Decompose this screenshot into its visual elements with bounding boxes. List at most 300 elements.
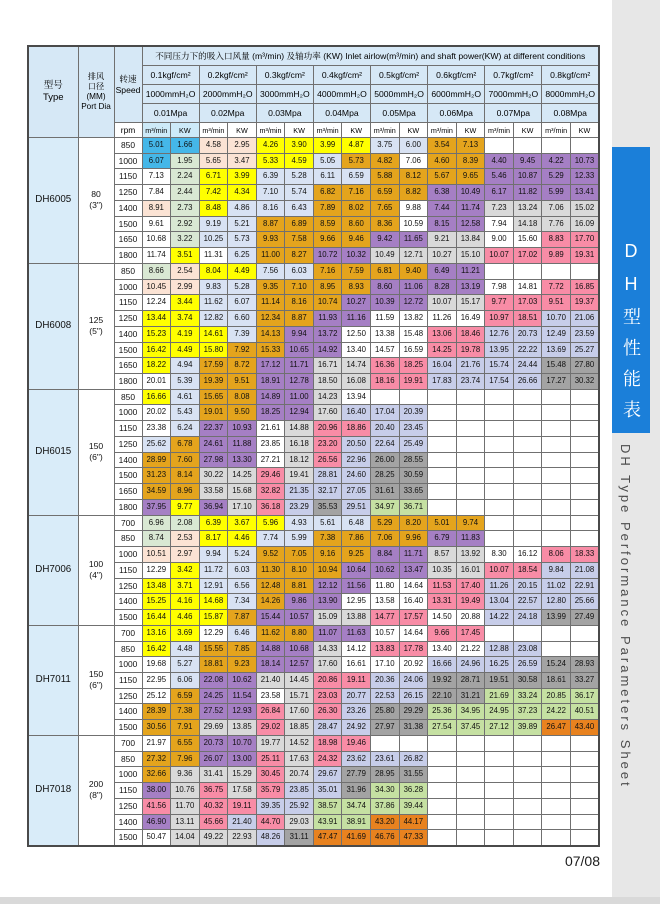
value-cell: 8.82 (399, 185, 428, 201)
rpm-value: 850 (114, 641, 142, 657)
rpm-value: 1500 (114, 216, 142, 232)
value-cell: 17.60 (313, 657, 342, 673)
performance-table (27, 45, 600, 847)
value-cell: 5.28 (285, 169, 314, 185)
table-row (28, 358, 599, 374)
value-cell: 31.41 (199, 767, 228, 783)
value-cell (542, 751, 571, 767)
value-cell: 11.93 (313, 311, 342, 327)
value-cell: 21.40 (256, 672, 285, 688)
value-cell (542, 436, 571, 452)
value-cell (570, 389, 599, 405)
value-cell: 10.07 (485, 562, 514, 578)
value-cell: 7.16 (313, 263, 342, 279)
value-cell: 4.46 (171, 610, 200, 626)
rpm-value: 1500 (114, 720, 142, 736)
value-cell (485, 405, 514, 421)
value-cell: 4.87 (342, 138, 371, 154)
value-cell (513, 625, 542, 641)
value-cell (542, 830, 571, 846)
value-cell (371, 389, 400, 405)
value-cell: 6.03 (228, 562, 257, 578)
value-cell: 6.46 (228, 625, 257, 641)
table-row (28, 767, 599, 783)
value-cell: 13.58 (371, 594, 400, 610)
value-cell: 34.59 (142, 484, 171, 500)
value-cell: 7.94 (485, 216, 514, 232)
value-cell: 20.73 (513, 326, 542, 342)
value-cell (485, 484, 514, 500)
value-cell: 9.46 (342, 232, 371, 248)
value-cell: 19.37 (570, 295, 599, 311)
table-row (28, 814, 599, 830)
value-cell: 2.24 (171, 169, 200, 185)
value-cell: 20.15 (513, 578, 542, 594)
value-cell: 20.96 (313, 421, 342, 437)
value-cell (570, 452, 599, 468)
value-cell: 31.23 (142, 468, 171, 484)
header-mpa: 0.02Mpa (199, 104, 256, 123)
value-cell: 38.00 (142, 783, 171, 799)
value-cell (570, 468, 599, 484)
value-cell: 10.49 (456, 185, 485, 201)
rpm-value: 1400 (114, 594, 142, 610)
rpm-value: 1800 (114, 374, 142, 390)
value-cell: 12.88 (485, 641, 514, 657)
value-cell: 10.94 (313, 562, 342, 578)
value-cell (485, 830, 514, 846)
value-cell (570, 735, 599, 751)
value-cell: 9.45 (513, 153, 542, 169)
value-cell: 8.14 (171, 468, 200, 484)
value-cell (456, 814, 485, 830)
value-cell: 6.24 (171, 421, 200, 437)
value-cell: 8.48 (199, 200, 228, 216)
value-cell: 17.10 (371, 657, 400, 673)
value-cell (513, 767, 542, 783)
value-cell (456, 735, 485, 751)
value-cell: 12.82 (199, 311, 228, 327)
table-row (28, 499, 599, 515)
value-cell: 26.59 (513, 657, 542, 673)
value-cell: 24.44 (513, 358, 542, 374)
value-cell: 13.94 (342, 389, 371, 405)
value-cell: 9.16 (313, 547, 342, 563)
value-cell: 17.27 (542, 374, 571, 390)
bottom-gray-strip (0, 897, 660, 904)
value-cell: 19.39 (199, 374, 228, 390)
value-cell: 36.94 (199, 499, 228, 515)
rpm-value: 1800 (114, 248, 142, 264)
value-cell: 8.87 (285, 311, 314, 327)
value-cell (570, 484, 599, 500)
table-row (28, 421, 599, 437)
value-cell (485, 625, 514, 641)
value-cell: 15.29 (228, 767, 257, 783)
value-cell: 16.44 (142, 610, 171, 626)
value-cell: 12.94 (285, 405, 314, 421)
value-cell (485, 814, 514, 830)
value-cell: 11.02 (542, 578, 571, 594)
table-head (28, 46, 599, 138)
value-cell: 6.59 (342, 169, 371, 185)
value-cell: 15.02 (570, 200, 599, 216)
value-cell: 12.34 (256, 311, 285, 327)
value-cell: 13.00 (228, 751, 257, 767)
value-cell: 25.80 (371, 704, 400, 720)
value-cell: 33.58 (199, 484, 228, 500)
value-cell: 10.76 (171, 783, 200, 799)
table-row (28, 263, 599, 279)
value-cell: 9.77 (485, 295, 514, 311)
value-cell: 46.76 (371, 830, 400, 846)
value-cell (513, 735, 542, 751)
value-cell: 30.56 (142, 720, 171, 736)
value-cell: 18.81 (199, 657, 228, 673)
value-cell: 5.33 (256, 153, 285, 169)
rpm-value: 1150 (114, 421, 142, 437)
value-cell: 29.02 (256, 720, 285, 736)
value-cell: 6.06 (171, 672, 200, 688)
value-cell: 14.89 (256, 389, 285, 405)
value-cell: 9.83 (199, 279, 228, 295)
value-cell: 8.06 (542, 547, 571, 563)
value-cell: 8.08 (228, 389, 257, 405)
value-cell: 44.17 (399, 814, 428, 830)
value-cell: 8.36 (371, 216, 400, 232)
table-row (28, 342, 599, 358)
value-cell (456, 484, 485, 500)
value-cell (399, 389, 428, 405)
value-cell: 36.17 (570, 688, 599, 704)
value-cell: 7.34 (228, 594, 257, 610)
value-cell: 16.71 (313, 358, 342, 374)
value-cell: 17.60 (313, 405, 342, 421)
value-cell: 9.19 (199, 216, 228, 232)
value-cell: 6.49 (428, 263, 457, 279)
value-cell: 18.50 (313, 374, 342, 390)
value-cell: 4.82 (371, 153, 400, 169)
value-cell: 26.07 (199, 751, 228, 767)
value-cell: 3.99 (228, 169, 257, 185)
value-cell: 23.08 (513, 641, 542, 657)
value-cell: 11.71 (285, 358, 314, 374)
value-cell: 15.80 (199, 342, 228, 358)
value-cell: 5.24 (228, 547, 257, 563)
model-name: DH6015 (28, 389, 78, 515)
header-subcol: KW (399, 123, 428, 138)
value-cell: 6.60 (228, 311, 257, 327)
value-cell: 8.28 (428, 279, 457, 295)
value-cell: 3.44 (171, 295, 200, 311)
value-cell: 12.29 (199, 625, 228, 641)
value-cell: 4.49 (171, 342, 200, 358)
value-cell: 10.59 (399, 216, 428, 232)
value-cell: 16.40 (342, 405, 371, 421)
value-cell: 29.69 (199, 720, 228, 736)
value-cell: 11.56 (342, 578, 371, 594)
value-cell: 7.39 (228, 326, 257, 342)
value-cell: 28.47 (313, 720, 342, 736)
value-cell: 17.78 (399, 641, 428, 657)
header-kgf: 0.6kgf/cm² (428, 66, 485, 85)
value-cell: 16.36 (371, 358, 400, 374)
value-cell: 4.86 (228, 200, 257, 216)
value-cell: 27.80 (570, 358, 599, 374)
value-cell: 14.04 (171, 830, 200, 846)
value-cell: 12.91 (199, 578, 228, 594)
value-cell: 22.96 (342, 452, 371, 468)
value-cell: 8.74 (142, 531, 171, 547)
value-cell: 10.25 (199, 232, 228, 248)
value-cell: 9.40 (399, 263, 428, 279)
value-cell: 16.59 (399, 342, 428, 358)
value-cell: 26.66 (513, 374, 542, 390)
value-cell: 10.07 (485, 248, 514, 264)
value-cell: 18.33 (570, 547, 599, 563)
value-cell: 7.98 (485, 279, 514, 295)
value-cell: 9.51 (542, 295, 571, 311)
rpm-value: 1500 (114, 468, 142, 484)
value-cell: 20.74 (285, 767, 314, 783)
value-cell: 27.97 (371, 720, 400, 736)
value-cell: 30.32 (570, 374, 599, 390)
rpm-value: 1000 (114, 405, 142, 421)
value-cell: 2.99 (171, 279, 200, 295)
value-cell: 16.18 (285, 436, 314, 452)
value-cell: 12.58 (456, 216, 485, 232)
value-cell: 11.63 (342, 625, 371, 641)
value-cell: 4.93 (285, 515, 314, 531)
value-cell (485, 767, 514, 783)
value-cell: 8.83 (542, 232, 571, 248)
value-cell: 27.52 (199, 704, 228, 720)
rpm-value: 1250 (114, 185, 142, 201)
value-cell (570, 421, 599, 437)
value-cell: 7.56 (256, 263, 285, 279)
value-cell: 10.68 (142, 232, 171, 248)
value-cell: 44.70 (256, 814, 285, 830)
value-cell (485, 735, 514, 751)
value-cell: 7.74 (256, 531, 285, 547)
value-cell: 27.21 (256, 452, 285, 468)
value-cell: 6.07 (142, 153, 171, 169)
value-cell: 2.97 (171, 547, 200, 563)
rpm-value: 1650 (114, 358, 142, 374)
value-cell: 17.03 (513, 295, 542, 311)
value-cell: 10.57 (285, 610, 314, 626)
value-cell: 30.22 (199, 468, 228, 484)
value-cell (513, 499, 542, 515)
value-cell: 14.26 (256, 594, 285, 610)
port-dia: 150 (6") (78, 389, 114, 515)
value-cell: 13.95 (485, 342, 514, 358)
value-cell: 10.64 (342, 562, 371, 578)
header-speed: 转速 Speed (114, 46, 142, 123)
value-cell: 10.65 (285, 342, 314, 358)
value-cell: 7.05 (285, 547, 314, 563)
value-cell: 2.44 (171, 185, 200, 201)
value-cell: 26.82 (399, 751, 428, 767)
value-cell: 43.91 (313, 814, 342, 830)
value-cell: 31.11 (285, 830, 314, 846)
value-cell: 12.72 (399, 295, 428, 311)
rpm-value: 1150 (114, 672, 142, 688)
table-row (28, 169, 599, 185)
value-cell: 7.16 (342, 185, 371, 201)
value-cell: 39.89 (513, 720, 542, 736)
value-cell: 24.22 (542, 704, 571, 720)
value-cell (570, 499, 599, 515)
value-cell: 9.94 (199, 547, 228, 563)
value-cell (570, 436, 599, 452)
value-cell: 25.36 (428, 704, 457, 720)
value-cell: 18.91 (256, 374, 285, 390)
value-cell: 13.04 (485, 594, 514, 610)
value-cell: 14.23 (313, 389, 342, 405)
value-cell: 6.56 (228, 578, 257, 594)
value-cell (485, 263, 514, 279)
value-cell: 11.26 (428, 311, 457, 327)
header-subcol: m³/min (428, 123, 457, 138)
model-name: DH7011 (28, 625, 78, 735)
value-cell: 10.57 (371, 625, 400, 641)
value-cell: 13.24 (513, 200, 542, 216)
value-cell (542, 468, 571, 484)
value-cell: 7.89 (313, 200, 342, 216)
value-cell: 10.27 (342, 295, 371, 311)
header-subcol: KW (570, 123, 599, 138)
value-cell: 19.68 (142, 657, 171, 673)
table-row (28, 547, 599, 563)
value-cell: 11.16 (342, 311, 371, 327)
value-cell: 8.80 (285, 625, 314, 641)
value-cell: 32.17 (313, 484, 342, 500)
value-cell: 16.08 (342, 374, 371, 390)
header-mmh2o: 5000mmH₂O (371, 85, 428, 104)
value-cell: 13.90 (313, 594, 342, 610)
value-cell: 29.51 (342, 499, 371, 515)
value-cell: 15.48 (542, 358, 571, 374)
header-model: 型号 Type (28, 46, 78, 138)
value-cell: 18.25 (256, 405, 285, 421)
table-row (28, 405, 599, 421)
value-cell: 31.21 (456, 688, 485, 704)
value-cell: 36.18 (256, 499, 285, 515)
header-subcol: m³/min (142, 123, 171, 138)
value-cell: 4.49 (228, 263, 257, 279)
header-mmh2o: 2000mmH₂O (199, 85, 256, 104)
header-mmh2o: 4000mmH₂O (313, 85, 370, 104)
table-row (28, 594, 599, 610)
value-cell: 9.88 (399, 200, 428, 216)
value-cell (428, 814, 457, 830)
value-cell (513, 751, 542, 767)
value-cell: 7.42 (199, 185, 228, 201)
value-cell (513, 798, 542, 814)
value-cell: 16.12 (513, 547, 542, 563)
value-cell: 9.89 (542, 248, 571, 264)
value-cell (456, 421, 485, 437)
value-cell (428, 499, 457, 515)
value-cell: 31.55 (399, 767, 428, 783)
value-cell: 16.42 (142, 641, 171, 657)
value-cell: 12.49 (542, 326, 571, 342)
value-cell (542, 263, 571, 279)
value-cell: 19.11 (342, 672, 371, 688)
value-cell (485, 798, 514, 814)
header-mpa: 0.04Mpa (313, 104, 370, 123)
value-cell: 14.61 (199, 326, 228, 342)
value-cell: 24.95 (485, 704, 514, 720)
value-cell (542, 798, 571, 814)
value-cell (542, 421, 571, 437)
value-cell (485, 783, 514, 799)
value-cell: 23.85 (285, 783, 314, 799)
table-row (28, 641, 599, 657)
value-cell: 32.82 (256, 484, 285, 500)
value-cell: 20.01 (142, 374, 171, 390)
value-cell (513, 531, 542, 547)
value-cell: 35.53 (313, 499, 342, 515)
value-cell: 31.61 (371, 484, 400, 500)
value-cell: 6.81 (371, 263, 400, 279)
rpm-value: 1250 (114, 798, 142, 814)
value-cell: 21.40 (228, 814, 257, 830)
table-row (28, 720, 599, 736)
value-cell: 2.54 (171, 263, 200, 279)
value-cell (513, 468, 542, 484)
value-cell: 8.87 (256, 216, 285, 232)
rpm-value: 1250 (114, 688, 142, 704)
value-cell: 27.54 (428, 720, 457, 736)
value-cell: 15.60 (513, 232, 542, 248)
value-cell (456, 436, 485, 452)
value-cell: 5.21 (228, 216, 257, 232)
value-cell: 3.51 (171, 248, 200, 264)
value-cell: 34.74 (342, 798, 371, 814)
value-cell (428, 830, 457, 846)
table-row (28, 153, 599, 169)
table-row (28, 688, 599, 704)
value-cell: 15.25 (142, 594, 171, 610)
value-cell: 9.96 (399, 531, 428, 547)
value-cell: 21.97 (142, 735, 171, 751)
value-cell (428, 389, 457, 405)
header-mpa: 0.01Mpa (142, 104, 199, 123)
value-cell: 20.85 (542, 688, 571, 704)
value-cell: 12.29 (142, 562, 171, 578)
value-cell: 7.59 (342, 263, 371, 279)
value-cell: 36.28 (399, 783, 428, 799)
rpm-value: 1400 (114, 814, 142, 830)
value-cell: 12.24 (142, 295, 171, 311)
header-kgf: 0.5kgf/cm² (371, 66, 428, 85)
value-cell (428, 798, 457, 814)
value-cell: 14.25 (428, 342, 457, 358)
value-cell: 16.61 (342, 657, 371, 673)
value-cell: 23.38 (142, 421, 171, 437)
value-cell: 19.91 (399, 374, 428, 390)
value-cell: 13.69 (542, 342, 571, 358)
value-cell: 12.12 (313, 578, 342, 594)
value-cell: 13.99 (542, 610, 571, 626)
value-cell: 6.89 (285, 216, 314, 232)
rpm-value: 1150 (114, 295, 142, 311)
value-cell (570, 641, 599, 657)
value-cell: 23.59 (570, 326, 599, 342)
value-cell: 20.02 (142, 405, 171, 421)
